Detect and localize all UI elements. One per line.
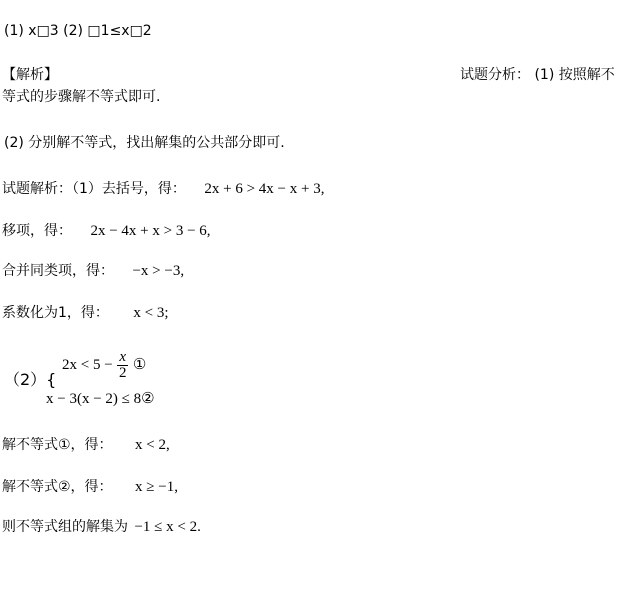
solution-step-4 bbox=[2, 304, 169, 322]
step-3-math: −x > −3, bbox=[132, 263, 185, 279]
step-4-label: 系数化为1，得： bbox=[2, 305, 109, 321]
analysis-point-1-continued: 等式的步骤解不等式即可. bbox=[2, 89, 161, 105]
fraction-numerator: x bbox=[119, 349, 127, 365]
step-2-math: 2x − 4x + x > 3 − 6, bbox=[90, 223, 211, 239]
analysis-header: 【解析】 bbox=[2, 67, 58, 83]
solve-2-label: 解不等式②，得： bbox=[2, 479, 113, 495]
analysis-point-1: (1) 按照解不 bbox=[534, 67, 615, 83]
solution-step-2 bbox=[2, 222, 211, 240]
step-1-label: 试题解析：（1）去括号，得： bbox=[2, 181, 186, 197]
step-2-label: 移项，得： bbox=[2, 223, 72, 239]
inequality-2-mark: ② bbox=[141, 391, 155, 407]
analysis-label-text: 试题分析： bbox=[460, 67, 530, 83]
inequality-1-left: 2x < 5 − bbox=[62, 356, 113, 373]
inequality-1-fraction bbox=[117, 350, 128, 381]
solve-2-math: x ≥ −1, bbox=[135, 479, 178, 495]
solution-step-1 bbox=[2, 180, 324, 198]
final-solution bbox=[2, 518, 201, 536]
step-4-math: x < 3; bbox=[133, 305, 169, 321]
final-math: −1 ≤ x < 2. bbox=[134, 519, 201, 535]
fraction-denominator: 2 bbox=[119, 365, 127, 381]
answer-line: (1) x□3 (2) □1≤x□2 bbox=[4, 23, 152, 39]
inequality-2 bbox=[46, 390, 155, 408]
analysis-label bbox=[460, 66, 615, 84]
solve-1-math: x < 2, bbox=[135, 437, 170, 453]
final-label: 则不等式组的解集为 bbox=[2, 519, 128, 535]
step-3-label: 合并同类项，得： bbox=[2, 263, 114, 279]
analysis-point-2: (2) 分别解不等式，找出解集的公共部分即可. bbox=[4, 135, 285, 151]
step-1-math: 2x + 6 > 4x − x + 3, bbox=[204, 181, 325, 197]
solve-1-label: 解不等式①，得： bbox=[2, 437, 113, 453]
inequality-1 bbox=[62, 350, 146, 381]
solution-step-3 bbox=[2, 262, 184, 280]
part-2-label: （2）{ bbox=[4, 370, 57, 389]
solve-inequality-1 bbox=[2, 436, 170, 454]
solve-inequality-2 bbox=[2, 478, 178, 496]
inequality-1-mark: ① bbox=[132, 356, 147, 373]
inequality-2-expr: x − 3(x − 2) ≤ 8 bbox=[46, 391, 142, 407]
